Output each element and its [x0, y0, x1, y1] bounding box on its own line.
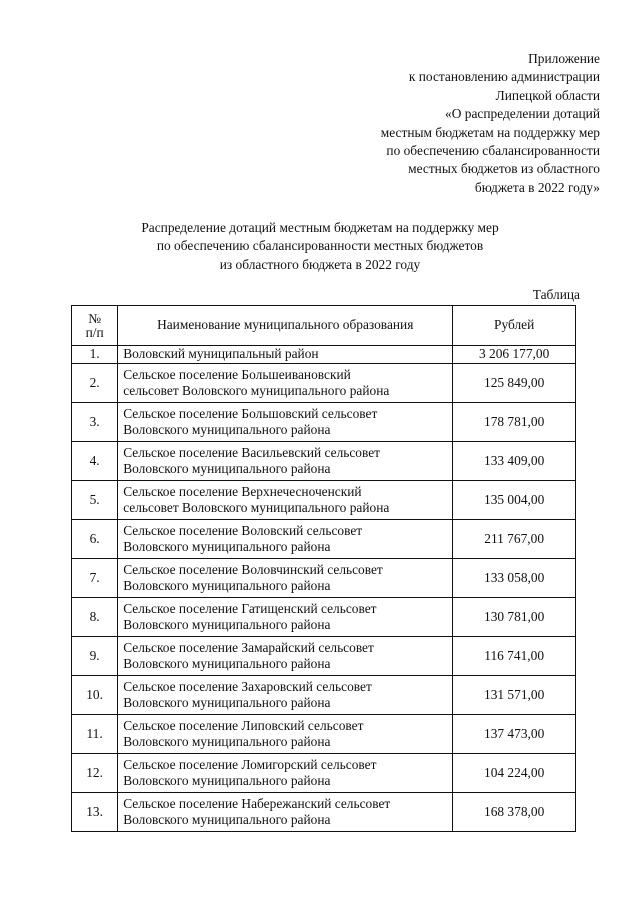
table-label: Таблица	[532, 287, 580, 302]
row-name-line1: Сельское поселение Верхнечесноченский	[123, 483, 362, 499]
row-amount: 116 741,00	[453, 637, 576, 676]
row-num: 10.	[72, 676, 118, 715]
row-name-line2: Воловского муниципального района	[123, 773, 331, 788]
row-amount: 3 206 177,00	[453, 346, 576, 364]
appendix-line: бюджета в 2022 году»	[474, 179, 600, 195]
row-amount: 104 224,00	[453, 754, 576, 793]
row-amount: 133 058,00	[453, 559, 576, 598]
document-title	[50, 219, 590, 274]
table-header	[72, 306, 576, 346]
row-name	[118, 754, 453, 793]
row-name-line1: Сельское поселение Гатищенский сельсовет	[123, 600, 377, 616]
header-num-line2: п/п	[85, 324, 104, 340]
table-row	[72, 559, 576, 598]
row-name-line1: Сельское поселение Большовский сельсовет	[123, 405, 378, 421]
row-name-line1: Сельское поселение Захаровский сельсовет	[123, 678, 372, 694]
row-amount: 168 378,00	[453, 793, 576, 832]
appendix-block	[260, 50, 600, 197]
row-num: 7.	[72, 559, 118, 598]
row-name	[118, 637, 453, 676]
appendix-line: «О распределении дотаций	[445, 106, 600, 122]
row-name	[118, 403, 453, 442]
row-name-line1: Сельское поселение Ломигорский сельсовет	[123, 756, 377, 772]
row-name-line2: Воловского муниципального района	[123, 461, 331, 476]
row-name	[118, 364, 453, 403]
table-body	[72, 346, 576, 832]
row-name-line1: Сельское поселение Набережанский сельсовет	[123, 795, 391, 811]
title-line: по обеспечению сбалансированности местных бюджетов	[156, 238, 484, 254]
appendix-line: по обеспечению сбалансированности	[386, 143, 600, 159]
row-amount: 130 781,00	[453, 598, 576, 637]
table-row	[72, 715, 576, 754]
title-line: Распределение дотаций местным бюджетам на поддержку мер	[141, 220, 499, 235]
row-name-line2: Воловского муниципального района	[123, 695, 331, 710]
table-row	[72, 481, 576, 520]
row-name-line2: сельсовет Воловского муниципального района	[123, 500, 390, 515]
row-name-line1: Сельское поселение Васильевский сельсовет	[123, 444, 381, 460]
table-row	[72, 442, 576, 481]
row-name	[118, 715, 453, 754]
row-num: 8.	[72, 598, 118, 637]
row-name-line2: Воловского муниципального района	[123, 734, 331, 749]
row-amount: 131 571,00	[453, 676, 576, 715]
row-amount: 125 849,00	[453, 364, 576, 403]
row-amount: 178 781,00	[453, 403, 576, 442]
row-num: 11.	[72, 715, 118, 754]
row-name-line2: Воловского муниципального района	[123, 539, 331, 554]
row-name-line2: Воловского муниципального района	[123, 812, 331, 827]
row-name	[118, 520, 453, 559]
row-name-line1: Сельское поселение Замарайский сельсовет	[123, 639, 374, 655]
table-row	[72, 754, 576, 793]
row-num: 9.	[72, 637, 118, 676]
row-name-line1: Сельское поселение Липовский сельсовет	[123, 717, 364, 733]
row-name-line1: Сельское поселение Большеивановский	[123, 366, 351, 382]
table-row	[72, 598, 576, 637]
row-num: 3.	[72, 403, 118, 442]
row-amount: 137 473,00	[453, 715, 576, 754]
header-num	[72, 306, 118, 346]
row-name-line2: Воловского муниципального района	[123, 656, 331, 671]
row-name-line2: сельсовет Воловского муниципального района	[123, 383, 390, 398]
table-row	[72, 346, 576, 364]
appendix-line: Липецкой области	[495, 87, 600, 103]
row-name	[118, 676, 453, 715]
row-name-line2: Воловского муниципального района	[123, 617, 331, 632]
row-amount: 211 767,00	[453, 520, 576, 559]
row-name	[118, 442, 453, 481]
title-line: из областного бюджета в 2022 году	[219, 256, 421, 272]
table-row	[72, 793, 576, 832]
table-row	[72, 520, 576, 559]
row-num: 1.	[72, 346, 118, 364]
appendix-line: к постановлению администрации	[408, 69, 600, 85]
row-name-line2: Воловского муниципального района	[123, 578, 331, 593]
row-num: 5.	[72, 481, 118, 520]
row-name	[118, 793, 453, 832]
row-num: 6.	[72, 520, 118, 559]
row-num: 4.	[72, 442, 118, 481]
row-name	[118, 481, 453, 520]
table-row	[72, 637, 576, 676]
row-num: 12.	[72, 754, 118, 793]
row-name-line1: Сельское поселение Воловский сельсовет	[123, 522, 363, 538]
table-row	[72, 403, 576, 442]
row-name-line2: Воловского муниципального района	[123, 422, 331, 437]
distribution-table	[71, 305, 576, 832]
header-num-line1: №	[88, 310, 101, 326]
appendix-line: местным бюджетам на поддержку мер	[380, 124, 600, 140]
row-name-line1: Воловский муниципальный район	[123, 346, 319, 362]
row-name	[118, 346, 453, 364]
header-row	[72, 306, 576, 346]
row-amount: 135 004,00	[453, 481, 576, 520]
table-row	[72, 364, 576, 403]
row-name	[118, 559, 453, 598]
appendix-line: местных бюджетов из областного	[408, 161, 600, 177]
row-amount: 133 409,00	[453, 442, 576, 481]
header-name: Наименование муниципального образования	[118, 306, 453, 346]
row-name-line1: Сельское поселение Воловчинский сельсовет	[123, 561, 383, 577]
header-amount: Рублей	[453, 306, 576, 346]
appendix-line: Приложение	[528, 51, 600, 66]
table-row	[72, 676, 576, 715]
row-num: 2.	[72, 364, 118, 403]
row-num: 13.	[72, 793, 118, 832]
row-name	[118, 598, 453, 637]
